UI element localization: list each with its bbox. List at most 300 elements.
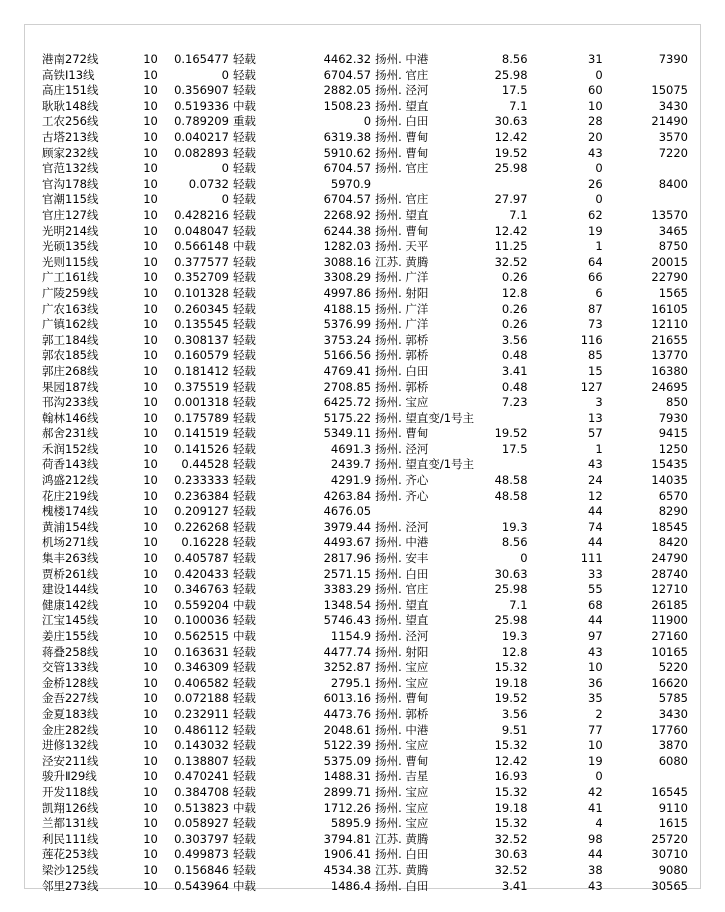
cell-load-level[interactable]: 中载 — [232, 629, 256, 644]
cell-spacer[interactable] — [605, 192, 619, 208]
cell-count[interactable]: 28 — [588, 114, 603, 129]
cell-count[interactable]: 0 — [595, 161, 603, 176]
table-row[interactable] — [40, 364, 690, 380]
cell-line-name[interactable]: 官潮115线 — [42, 192, 99, 207]
table-row[interactable] — [40, 239, 690, 255]
cell-voltage[interactable]: 10 — [143, 98, 158, 113]
cell-substation[interactable]: 扬州. 宝应 — [375, 738, 429, 753]
cell-spacer[interactable] — [530, 738, 544, 754]
cell-value[interactable]: 0.356907 — [174, 83, 229, 98]
cell-spacer[interactable] — [530, 457, 544, 473]
cell-value[interactable]: 0.789209 — [174, 114, 229, 129]
cell-substation[interactable]: 扬州. 郭桥 — [375, 706, 429, 721]
cell-length[interactable]: 1906.41 — [323, 847, 372, 862]
cell-substation[interactable]: 扬州. 曹甸 — [375, 130, 429, 145]
cell-length[interactable]: 5166.56 — [323, 348, 372, 363]
cell-capacity[interactable]: 19.18 — [494, 675, 528, 690]
cell-spacer[interactable] — [282, 847, 296, 863]
cell-line-name[interactable]: 利民111线 — [42, 831, 99, 846]
cell-value[interactable]: 0.566148 — [174, 239, 229, 254]
cell-spacer[interactable] — [605, 645, 619, 661]
cell-line-name[interactable]: 光明214线 — [42, 223, 99, 238]
cell-length[interactable]: 2795.1 — [330, 675, 372, 690]
cell-amount[interactable]: 9110 — [658, 800, 688, 815]
cell-load-level[interactable]: 轻载 — [232, 83, 256, 98]
cell-line-name[interactable]: 姜庄155线 — [42, 629, 99, 644]
cell-load-level[interactable]: 重载 — [232, 114, 256, 129]
cell-length[interactable]: 2571.15 — [323, 566, 372, 581]
cell-amount[interactable]: 3430 — [658, 706, 688, 721]
cell-spacer[interactable] — [605, 801, 619, 817]
cell-length[interactable]: 3794.81 — [323, 831, 372, 846]
cell-amount[interactable]: 9415 — [658, 426, 688, 441]
cell-load-level[interactable]: 轻载 — [232, 130, 256, 145]
cell-line-name[interactable]: 光则115线 — [42, 254, 99, 269]
cell-capacity[interactable]: 25.98 — [494, 582, 528, 597]
cell-substation[interactable]: 扬州. 中港 — [375, 535, 429, 550]
cell-count[interactable]: 97 — [588, 629, 603, 644]
cell-spacer[interactable] — [282, 473, 296, 489]
cell-substation[interactable]: 扬州. 中港 — [375, 722, 429, 737]
cell-line-name[interactable]: 蒋叠258线 — [42, 644, 99, 659]
cell-spacer[interactable] — [282, 769, 296, 785]
cell-spacer[interactable] — [605, 146, 619, 162]
cell-spacer[interactable] — [282, 676, 296, 692]
cell-value[interactable]: 0.175789 — [174, 410, 229, 425]
cell-line-name[interactable]: 耿耿148线 — [42, 98, 99, 113]
cell-spacer[interactable] — [282, 660, 296, 676]
table-row[interactable] — [40, 177, 690, 193]
cell-count[interactable]: 0 — [595, 769, 603, 784]
cell-substation[interactable]: 扬州. 曹甸 — [375, 145, 429, 160]
cell-spacer[interactable] — [530, 676, 544, 692]
cell-spacer[interactable] — [530, 832, 544, 848]
cell-spacer[interactable] — [530, 333, 544, 349]
cell-load-level[interactable]: 轻载 — [232, 270, 256, 285]
cell-amount[interactable]: 5785 — [658, 691, 688, 706]
cell-spacer[interactable] — [530, 863, 544, 879]
cell-amount[interactable]: 8400 — [658, 176, 688, 191]
cell-spacer[interactable] — [282, 723, 296, 739]
cell-length[interactable]: 2882.05 — [323, 83, 372, 98]
table-row[interactable] — [40, 691, 690, 707]
cell-amount[interactable] — [619, 192, 690, 208]
cell-voltage[interactable]: 10 — [143, 738, 158, 753]
cell-value[interactable]: 0.209127 — [174, 504, 229, 519]
cell-amount[interactable]: 18545 — [651, 519, 688, 534]
cell-amount[interactable]: 9080 — [658, 862, 688, 877]
cell-load-level[interactable]: 轻载 — [232, 207, 256, 222]
cell-capacity[interactable]: 0.26 — [501, 270, 528, 285]
cell-capacity[interactable]: 30.63 — [494, 114, 528, 129]
cell-spacer[interactable] — [530, 473, 544, 489]
cell-substation[interactable]: 扬州. 宝应 — [375, 395, 429, 410]
cell-spacer[interactable] — [605, 68, 619, 84]
cell-spacer[interactable] — [530, 224, 544, 240]
cell-substation[interactable]: 扬州. 宝应 — [375, 675, 429, 690]
cell-line-name[interactable]: 高铁Ⅰ13线 — [42, 67, 95, 82]
cell-voltage[interactable]: 10 — [143, 878, 158, 893]
cell-count[interactable]: 111 — [580, 551, 603, 566]
cell-spacer[interactable] — [605, 878, 619, 894]
cell-load-level[interactable]: 轻载 — [232, 488, 256, 503]
cell-count[interactable]: 6 — [595, 285, 603, 300]
table-row[interactable] — [40, 878, 690, 894]
cell-capacity[interactable]: 8.56 — [501, 535, 528, 550]
cell-line-name[interactable]: 郝舍231线 — [42, 426, 99, 441]
cell-capacity[interactable]: 15.32 — [494, 738, 528, 753]
cell-spacer[interactable] — [530, 847, 544, 863]
cell-load-level[interactable]: 轻载 — [232, 566, 256, 581]
table-row[interactable] — [40, 645, 690, 661]
cell-load-level[interactable]: 轻载 — [232, 410, 256, 425]
cell-substation[interactable]: 扬州. 广洋 — [375, 317, 429, 332]
cell-spacer[interactable] — [282, 691, 296, 707]
cell-amount[interactable]: 7930 — [658, 410, 688, 425]
cell-spacer[interactable] — [530, 769, 544, 785]
cell-amount[interactable]: 1615 — [658, 816, 688, 831]
cell-spacer[interactable] — [605, 302, 619, 318]
cell-voltage[interactable]: 10 — [143, 800, 158, 815]
cell-voltage[interactable]: 10 — [143, 753, 158, 768]
cell-length[interactable]: 4534.38 — [323, 862, 372, 877]
cell-substation[interactable]: 扬州. 中港 — [375, 52, 429, 67]
table-row[interactable] — [40, 192, 690, 208]
cell-count[interactable]: 19 — [588, 753, 603, 768]
cell-count[interactable]: 24 — [588, 473, 603, 488]
cell-line-name[interactable]: 高庄151线 — [42, 83, 99, 98]
table-row[interactable] — [40, 660, 690, 676]
cell-load-level[interactable]: 中载 — [232, 597, 256, 612]
cell-capacity[interactable]: 30.63 — [494, 566, 528, 581]
cell-line-name[interactable]: 官范132线 — [42, 161, 99, 176]
cell-value[interactable]: 0.377577 — [174, 254, 229, 269]
cell-capacity[interactable]: 30.63 — [494, 847, 528, 862]
cell-spacer[interactable] — [605, 520, 619, 536]
cell-capacity[interactable]: 19.3 — [501, 629, 528, 644]
cell-substation[interactable]: 扬州. 官庄 — [375, 161, 429, 176]
cell-length[interactable]: 4473.76 — [323, 706, 372, 721]
cell-count[interactable]: 1 — [595, 441, 603, 456]
table-row[interactable] — [40, 379, 690, 395]
cell-spacer[interactable] — [605, 738, 619, 754]
cell-load-level[interactable]: 轻载 — [232, 504, 256, 519]
cell-spacer[interactable] — [282, 192, 296, 208]
cell-capacity[interactable]: 17.5 — [501, 83, 528, 98]
cell-length[interactable]: 5970.9 — [330, 176, 372, 191]
cell-amount[interactable]: 5220 — [658, 660, 688, 675]
cell-count[interactable]: 10 — [588, 660, 603, 675]
cell-line-name[interactable]: 贾桥261线 — [42, 566, 99, 581]
cell-length[interactable]: 1282.03 — [323, 239, 372, 254]
table-row[interactable] — [40, 832, 690, 848]
cell-spacer[interactable] — [530, 395, 544, 411]
cell-count[interactable]: 31 — [588, 52, 603, 67]
cell-voltage[interactable]: 10 — [143, 722, 158, 737]
table-row[interactable] — [40, 613, 690, 629]
cell-count[interactable]: 62 — [588, 207, 603, 222]
cell-line-name[interactable]: 金桥128线 — [42, 675, 99, 690]
cell-line-name[interactable]: 机场271线 — [42, 535, 99, 550]
cell-substation[interactable]: 扬州. 齐心 — [375, 473, 429, 488]
cell-voltage[interactable]: 10 — [143, 769, 158, 784]
cell-voltage[interactable]: 10 — [143, 83, 158, 98]
cell-spacer[interactable] — [282, 598, 296, 614]
cell-amount[interactable]: 12710 — [651, 582, 688, 597]
cell-voltage[interactable]: 10 — [143, 473, 158, 488]
cell-value[interactable]: 0.16228 — [181, 535, 229, 550]
cell-voltage[interactable]: 10 — [143, 597, 158, 612]
cell-amount[interactable]: 11900 — [651, 613, 688, 628]
cell-amount[interactable]: 30565 — [651, 878, 688, 893]
cell-length[interactable]: 4691.3 — [330, 441, 372, 456]
cell-capacity[interactable]: 12.8 — [501, 285, 528, 300]
cell-count[interactable]: 44 — [588, 535, 603, 550]
cell-load-level[interactable]: 轻载 — [232, 161, 256, 176]
cell-spacer[interactable] — [530, 379, 544, 395]
cell-line-name[interactable]: 开发118线 — [42, 784, 99, 799]
cell-amount[interactable]: 17760 — [651, 722, 688, 737]
cell-spacer[interactable] — [605, 114, 619, 130]
cell-line-name[interactable]: 荷香143线 — [42, 457, 99, 472]
cell-spacer[interactable] — [530, 723, 544, 739]
cell-voltage[interactable]: 10 — [143, 67, 158, 82]
table-row[interactable] — [40, 676, 690, 692]
cell-spacer[interactable] — [605, 286, 619, 302]
cell-count[interactable]: 20 — [588, 130, 603, 145]
cell-line-name[interactable]: 黄浦154线 — [42, 519, 99, 534]
cell-capacity[interactable]: 16.93 — [494, 769, 528, 784]
cell-load-level[interactable]: 轻载 — [232, 738, 256, 753]
cell-spacer[interactable] — [530, 707, 544, 723]
cell-length[interactable]: 3088.16 — [323, 254, 372, 269]
cell-voltage[interactable]: 10 — [143, 629, 158, 644]
cell-value[interactable]: 0.308137 — [174, 332, 229, 347]
cell-line-name[interactable]: 禾润152线 — [42, 441, 99, 456]
cell-amount[interactable]: 8750 — [658, 239, 688, 254]
cell-spacer[interactable] — [282, 863, 296, 879]
cell-count[interactable]: 42 — [588, 784, 603, 799]
cell-length[interactable]: 3252.87 — [323, 660, 372, 675]
table-row[interactable] — [40, 68, 690, 84]
cell-load-level[interactable]: 中载 — [232, 800, 256, 815]
table-row[interactable] — [40, 785, 690, 801]
cell-capacity[interactable]: 25.98 — [494, 613, 528, 628]
cell-amount[interactable]: 15075 — [651, 83, 688, 98]
cell-substation[interactable]: 扬州. 齐心 — [375, 488, 429, 503]
cell-value[interactable]: 0.165477 — [174, 52, 229, 67]
cell-length[interactable]: 4769.41 — [323, 363, 372, 378]
cell-load-level[interactable]: 轻载 — [232, 301, 256, 316]
cell-count[interactable]: 87 — [588, 301, 603, 316]
cell-spacer[interactable] — [605, 598, 619, 614]
cell-load-level[interactable]: 轻载 — [232, 473, 256, 488]
cell-spacer[interactable] — [282, 395, 296, 411]
table-row[interactable] — [40, 52, 690, 68]
cell-count[interactable]: 43 — [588, 145, 603, 160]
cell-spacer[interactable] — [282, 832, 296, 848]
cell-voltage[interactable]: 10 — [143, 254, 158, 269]
cell-amount[interactable]: 850 — [666, 395, 688, 410]
cell-line-name[interactable]: 梁沙125线 — [42, 862, 99, 877]
cell-capacity[interactable]: 7.1 — [509, 207, 528, 222]
cell-line-name[interactable]: 建设144线 — [42, 582, 99, 597]
cell-line-name[interactable]: 古塔213线 — [42, 130, 99, 145]
cell-spacer[interactable] — [530, 317, 544, 333]
cell-voltage[interactable]: 10 — [143, 145, 158, 160]
cell-substation[interactable] — [373, 504, 479, 520]
cell-count[interactable]: 36 — [588, 675, 603, 690]
table-row[interactable] — [40, 520, 690, 536]
cell-amount[interactable]: 16620 — [651, 675, 688, 690]
cell-load-level[interactable]: 轻载 — [232, 551, 256, 566]
cell-amount[interactable]: 1250 — [658, 441, 688, 456]
cell-load-level[interactable]: 轻载 — [232, 223, 256, 238]
cell-line-name[interactable]: 郭庄268线 — [42, 363, 99, 378]
cell-spacer[interactable] — [605, 785, 619, 801]
cell-load-level[interactable]: 轻载 — [232, 753, 256, 768]
cell-capacity[interactable]: 15.32 — [494, 816, 528, 831]
cell-voltage[interactable]: 10 — [143, 847, 158, 862]
cell-count[interactable]: 15 — [588, 363, 603, 378]
cell-voltage[interactable]: 10 — [143, 831, 158, 846]
cell-spacer[interactable] — [605, 395, 619, 411]
cell-load-level[interactable]: 轻载 — [232, 145, 256, 160]
cell-capacity[interactable]: 3.56 — [501, 332, 528, 347]
cell-substation[interactable]: 扬州. 吉星 — [375, 769, 429, 784]
cell-substation[interactable]: 扬州. 宝应 — [375, 784, 429, 799]
cell-capacity[interactable] — [479, 177, 530, 193]
cell-load-level[interactable]: 轻载 — [232, 519, 256, 534]
cell-load-level[interactable]: 轻载 — [232, 660, 256, 675]
cell-spacer[interactable] — [530, 239, 544, 255]
cell-length[interactable]: 1348.54 — [323, 597, 372, 612]
cell-value[interactable]: 0.559204 — [174, 597, 229, 612]
cell-spacer[interactable] — [605, 99, 619, 115]
cell-spacer[interactable] — [605, 473, 619, 489]
cell-amount[interactable]: 26185 — [651, 597, 688, 612]
cell-spacer[interactable] — [282, 707, 296, 723]
cell-spacer[interactable] — [605, 255, 619, 271]
cell-value[interactable]: 0.260345 — [174, 301, 229, 316]
table-row[interactable] — [40, 738, 690, 754]
cell-voltage[interactable]: 10 — [143, 613, 158, 628]
cell-substation[interactable]: 扬州. 望直 — [375, 98, 429, 113]
cell-spacer[interactable] — [605, 567, 619, 583]
table-row[interactable] — [40, 255, 690, 271]
cell-substation[interactable]: 扬州. 望直 — [375, 207, 429, 222]
cell-capacity[interactable]: 19.18 — [494, 800, 528, 815]
cell-load-level[interactable]: 轻载 — [232, 769, 256, 784]
cell-substation[interactable]: 扬州. 宝应 — [375, 800, 429, 815]
cell-spacer[interactable] — [282, 878, 296, 894]
cell-spacer[interactable] — [530, 146, 544, 162]
cell-capacity[interactable]: 25.98 — [494, 67, 528, 82]
cell-spacer[interactable] — [530, 286, 544, 302]
table-row[interactable] — [40, 598, 690, 614]
table-row[interactable] — [40, 801, 690, 817]
cell-spacer[interactable] — [282, 364, 296, 380]
cell-spacer[interactable] — [605, 847, 619, 863]
cell-spacer[interactable] — [605, 863, 619, 879]
cell-voltage[interactable]: 10 — [143, 317, 158, 332]
cell-spacer[interactable] — [530, 192, 544, 208]
cell-length[interactable]: 1712.26 — [323, 800, 372, 815]
cell-spacer[interactable] — [282, 613, 296, 629]
cell-amount[interactable]: 21490 — [651, 114, 688, 129]
cell-capacity[interactable] — [479, 411, 530, 427]
cell-count[interactable]: 43 — [588, 878, 603, 893]
cell-capacity[interactable]: 48.58 — [494, 473, 528, 488]
cell-value[interactable]: 0.303797 — [174, 831, 229, 846]
cell-load-level[interactable]: 中载 — [232, 98, 256, 113]
cell-voltage[interactable]: 10 — [143, 706, 158, 721]
cell-voltage[interactable]: 10 — [143, 192, 158, 207]
cell-load-level[interactable]: 轻载 — [232, 784, 256, 799]
cell-value[interactable]: 0.082893 — [174, 145, 229, 160]
cell-value[interactable]: 0.420433 — [174, 566, 229, 581]
cell-spacer[interactable] — [605, 379, 619, 395]
cell-capacity[interactable]: 3.56 — [501, 706, 528, 721]
cell-capacity[interactable]: 9.51 — [501, 722, 528, 737]
cell-value[interactable]: 0.181412 — [174, 363, 229, 378]
cell-capacity[interactable]: 8.56 — [501, 52, 528, 67]
cell-spacer[interactable] — [530, 504, 544, 520]
cell-length[interactable]: 1486.4 — [330, 878, 372, 893]
cell-spacer[interactable] — [530, 302, 544, 318]
cell-voltage[interactable]: 10 — [143, 504, 158, 519]
cell-count[interactable]: 35 — [588, 691, 603, 706]
cell-voltage[interactable]: 10 — [143, 862, 158, 877]
cell-spacer[interactable] — [530, 161, 544, 177]
cell-spacer[interactable] — [282, 801, 296, 817]
table-row[interactable] — [40, 816, 690, 832]
cell-capacity[interactable]: 12.8 — [501, 644, 528, 659]
cell-count[interactable]: 44 — [588, 847, 603, 862]
cell-spacer[interactable] — [530, 177, 544, 193]
cell-capacity[interactable]: 32.52 — [494, 254, 528, 269]
cell-voltage[interactable]: 10 — [143, 130, 158, 145]
table-row[interactable] — [40, 270, 690, 286]
cell-spacer[interactable] — [282, 582, 296, 598]
cell-substation[interactable]: 扬州. 宝应 — [375, 816, 429, 831]
cell-line-name[interactable]: 郭农185线 — [42, 348, 99, 363]
cell-capacity[interactable]: 19.3 — [501, 519, 528, 534]
cell-value[interactable]: 0.101328 — [174, 285, 229, 300]
cell-capacity[interactable]: 7.23 — [501, 395, 528, 410]
cell-amount[interactable]: 15435 — [651, 457, 688, 472]
cell-capacity[interactable]: 12.42 — [494, 130, 528, 145]
cell-line-name[interactable]: 泾安211线 — [42, 753, 99, 768]
cell-value[interactable]: 0.156846 — [174, 862, 229, 877]
cell-substation[interactable]: 扬州. 望直 — [375, 597, 429, 612]
cell-line-name[interactable]: 金夏183线 — [42, 706, 99, 721]
cell-voltage[interactable]: 10 — [143, 176, 158, 191]
cell-spacer[interactable] — [605, 52, 619, 68]
cell-load-level[interactable]: 轻载 — [232, 52, 256, 67]
cell-length[interactable]: 2817.96 — [323, 551, 372, 566]
cell-length[interactable]: 6319.38 — [323, 130, 372, 145]
cell-amount[interactable]: 21655 — [651, 332, 688, 347]
cell-capacity[interactable]: 19.52 — [494, 426, 528, 441]
cell-length[interactable]: 5175.22 — [323, 410, 372, 425]
cell-load-level[interactable]: 轻载 — [232, 831, 256, 846]
cell-value[interactable]: 0.406582 — [174, 675, 229, 690]
cell-line-name[interactable]: 官沟178线 — [42, 176, 99, 191]
cell-substation[interactable]: 扬州. 郭桥 — [375, 348, 429, 363]
table-row[interactable] — [40, 582, 690, 598]
cell-spacer[interactable] — [282, 551, 296, 567]
